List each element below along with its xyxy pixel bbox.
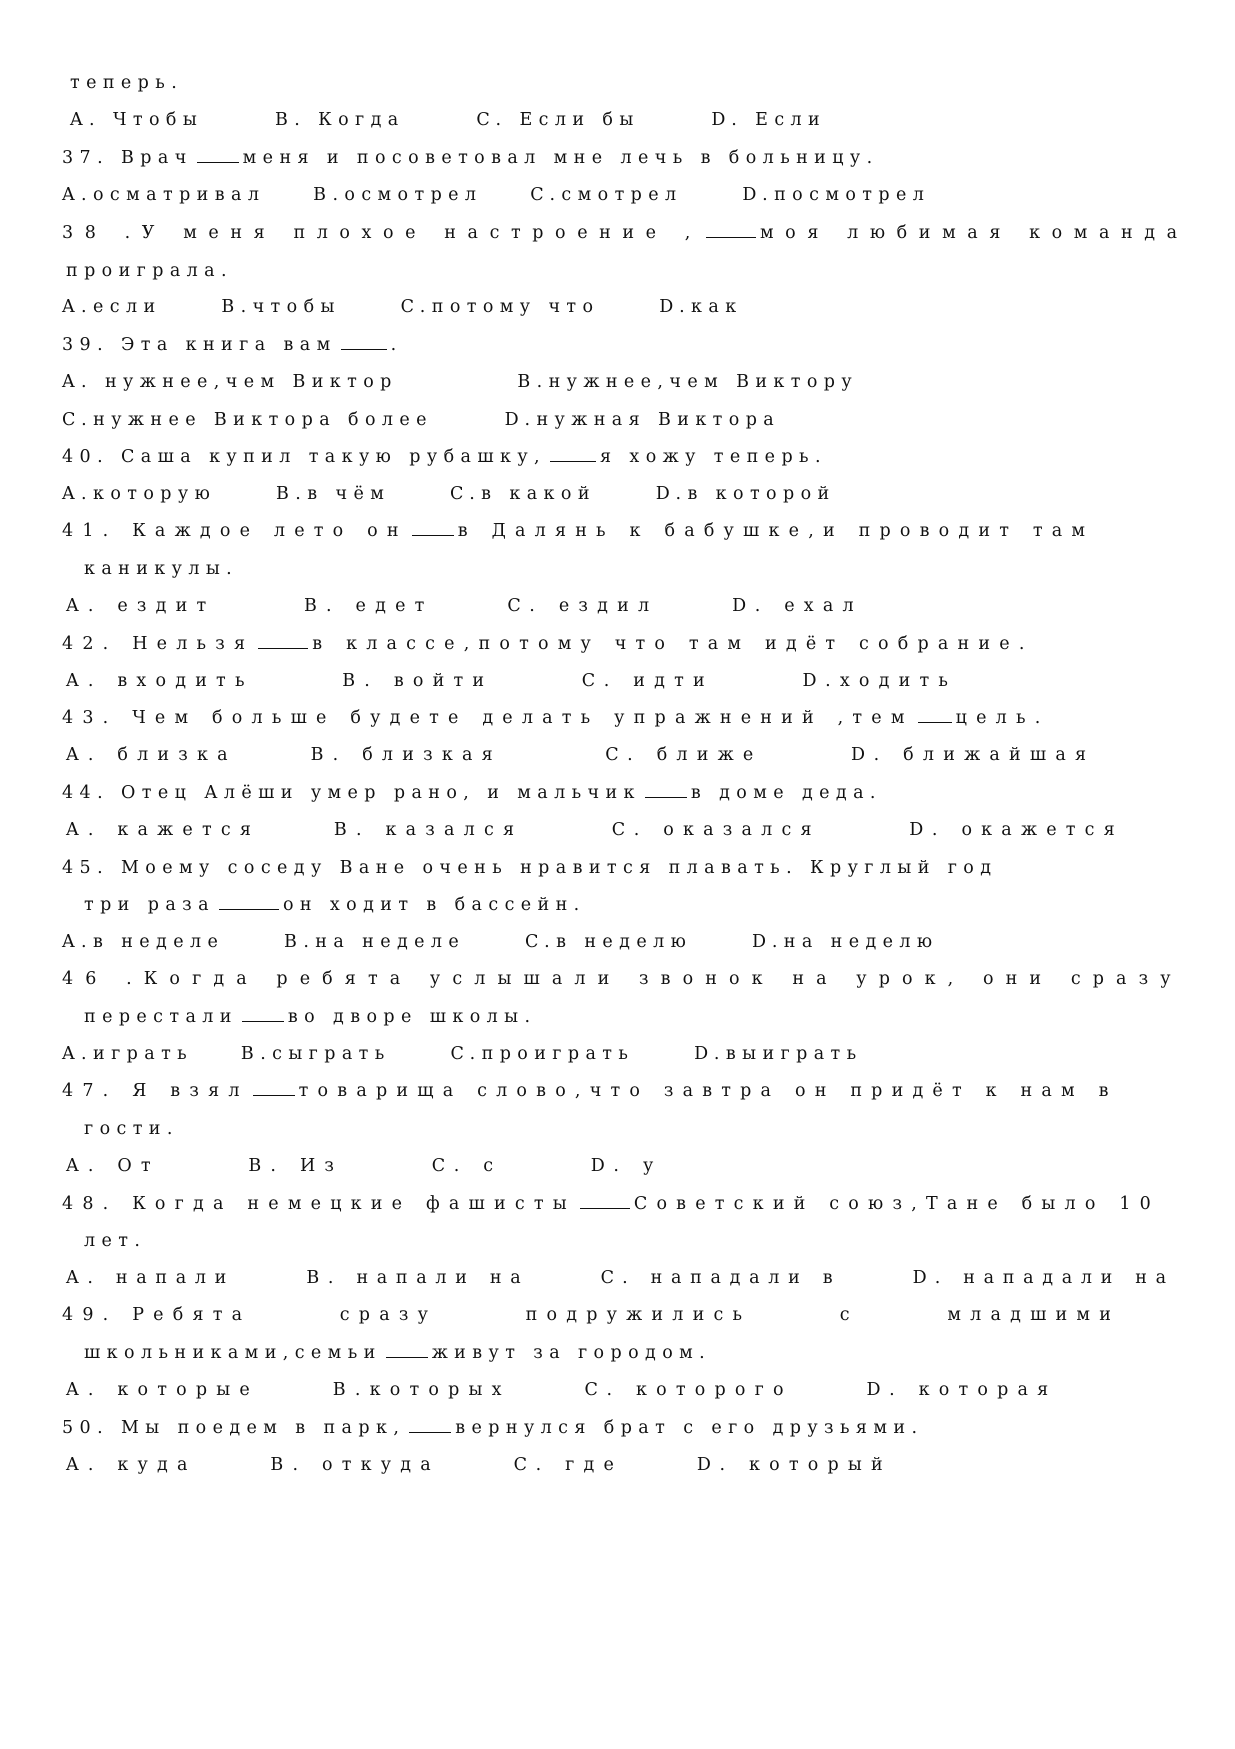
question-37	[62, 148, 879, 168]
text: в Далянь к бабушке,и проводит там	[457, 521, 1095, 541]
options-q39-line2: C.нужнее Виктора более D.нужная Виктора	[62, 410, 781, 430]
options-q44: A. кажется B. казался C. оказался D. окажется	[66, 820, 1124, 840]
options-q36: A. Чтобы B. Когда C. Если бы D. Если	[70, 110, 827, 130]
answer-blank	[412, 534, 454, 536]
text: 50. Мы поедем в парк,	[62, 1418, 406, 1438]
question-44	[62, 783, 882, 803]
question-46: 46 .Когда ребята услышали звонок на урок, они сразу	[62, 969, 1183, 989]
text: товарища слово,что завтра он придёт к нам в	[298, 1081, 1118, 1101]
text: он ходит в бассейн.	[282, 895, 586, 915]
question-41	[62, 521, 1094, 541]
answer-blank	[580, 1207, 630, 1209]
options-q47: A. От B. Из C. с D. у	[66, 1156, 663, 1176]
question-48	[62, 1194, 1160, 1214]
text: меня и посоветовал мне лечь в больницу.	[242, 148, 879, 168]
text: 44. Отец Алёши умер рано, и мальчик	[62, 783, 641, 803]
answer-blank	[258, 647, 308, 649]
text: во дворе школы.	[287, 1007, 537, 1027]
options-q49: A. которые B.которых C. которого D. которая	[66, 1380, 1058, 1400]
answer-blank	[253, 1094, 295, 1096]
answer-blank	[918, 721, 952, 723]
text: я хожу теперь.	[600, 447, 827, 467]
text: в доме деда.	[690, 783, 882, 803]
text: Советский союз,Тане было 10	[633, 1194, 1161, 1214]
question-50	[62, 1418, 923, 1438]
answer-blank	[706, 236, 756, 238]
text: 48. Когда немецкие фашисты	[62, 1194, 576, 1214]
options-q43: A. близка B. близкая C. ближе D. ближайшая	[66, 745, 1096, 765]
question-47	[62, 1081, 1118, 1101]
text: 38 .У меня плохое настроение ,	[62, 223, 702, 243]
options-q48: A. напали B. напали на C. нападали в D. нападали на	[66, 1268, 1175, 1288]
question-39	[62, 335, 403, 355]
answer-blank	[242, 1020, 284, 1022]
question-43	[62, 708, 1050, 728]
question-49-cont	[84, 1343, 711, 1363]
options-q42: A. входить B. войти C. идти D.ходить	[66, 671, 958, 691]
text: три раза	[84, 895, 215, 915]
text: 40. Саша купил такую рубашку,	[62, 447, 547, 467]
text: 43. Чем больше будете делать упражнений ,тем	[62, 708, 914, 728]
answer-blank	[341, 348, 387, 350]
text-line: проиграла.	[66, 261, 233, 281]
question-42	[62, 634, 1034, 654]
text: перестали	[84, 1007, 238, 1027]
text: моя любимая команда	[759, 223, 1189, 243]
text-line: гости.	[84, 1119, 179, 1139]
text-line: каникулы.	[84, 559, 239, 579]
options-q39-line1: A. нужнее,чем Виктор B.нужнее,чем Виктору	[62, 372, 859, 392]
options-q40: A.которую B.в чём C.в какой D.в которой	[62, 484, 836, 504]
question-38	[62, 223, 1189, 243]
answer-blank	[386, 1356, 428, 1358]
text: 41. Каждое лето он	[62, 521, 408, 541]
text: .	[390, 335, 403, 355]
options-q45: A.в неделе B.на неделе C.в неделю D.на неделю	[62, 932, 939, 952]
answer-blank	[550, 460, 596, 462]
options-q41: A. ездит B. едет C. ездил D. ехал	[66, 596, 863, 616]
answer-blank	[409, 1431, 451, 1433]
text: школьниками,семьи	[84, 1343, 382, 1363]
text: 37. Врач	[62, 148, 193, 168]
answer-blank	[197, 161, 239, 163]
text-line: лет.	[84, 1231, 147, 1251]
question-46-cont	[84, 1007, 536, 1027]
options-q50: A. куда B. откуда C. где D. который	[66, 1455, 892, 1475]
question-49: 49. Ребята сразу подружились с младшими	[62, 1305, 1121, 1325]
answer-blank	[645, 796, 687, 798]
text: живут за городом.	[431, 1343, 712, 1363]
options-q46: A.играть B.сыграть C.проиграть D.выиграть	[62, 1044, 863, 1064]
options-q38: A.если B.чтобы C.потому что D.как	[62, 297, 743, 317]
text-line: теперь.	[70, 73, 184, 93]
text: 39. Эта книга вам	[62, 335, 337, 355]
question-45-cont	[84, 895, 586, 915]
text: в классе,потому что там идёт собрание.	[312, 634, 1034, 654]
question-45: 45. Моему соседу Ване очень нравится плавать. Круглый год	[62, 858, 998, 878]
text: цель.	[955, 708, 1050, 728]
text: 47. Я взял	[62, 1081, 249, 1101]
answer-blank	[219, 908, 279, 910]
question-40	[62, 447, 827, 467]
options-q37: A.осматривал B.осмотрел C.смотрел D.посмотрел	[62, 185, 931, 205]
text: 42. Нельзя	[62, 634, 255, 654]
text: вернулся брат с его друзьями.	[455, 1418, 924, 1438]
